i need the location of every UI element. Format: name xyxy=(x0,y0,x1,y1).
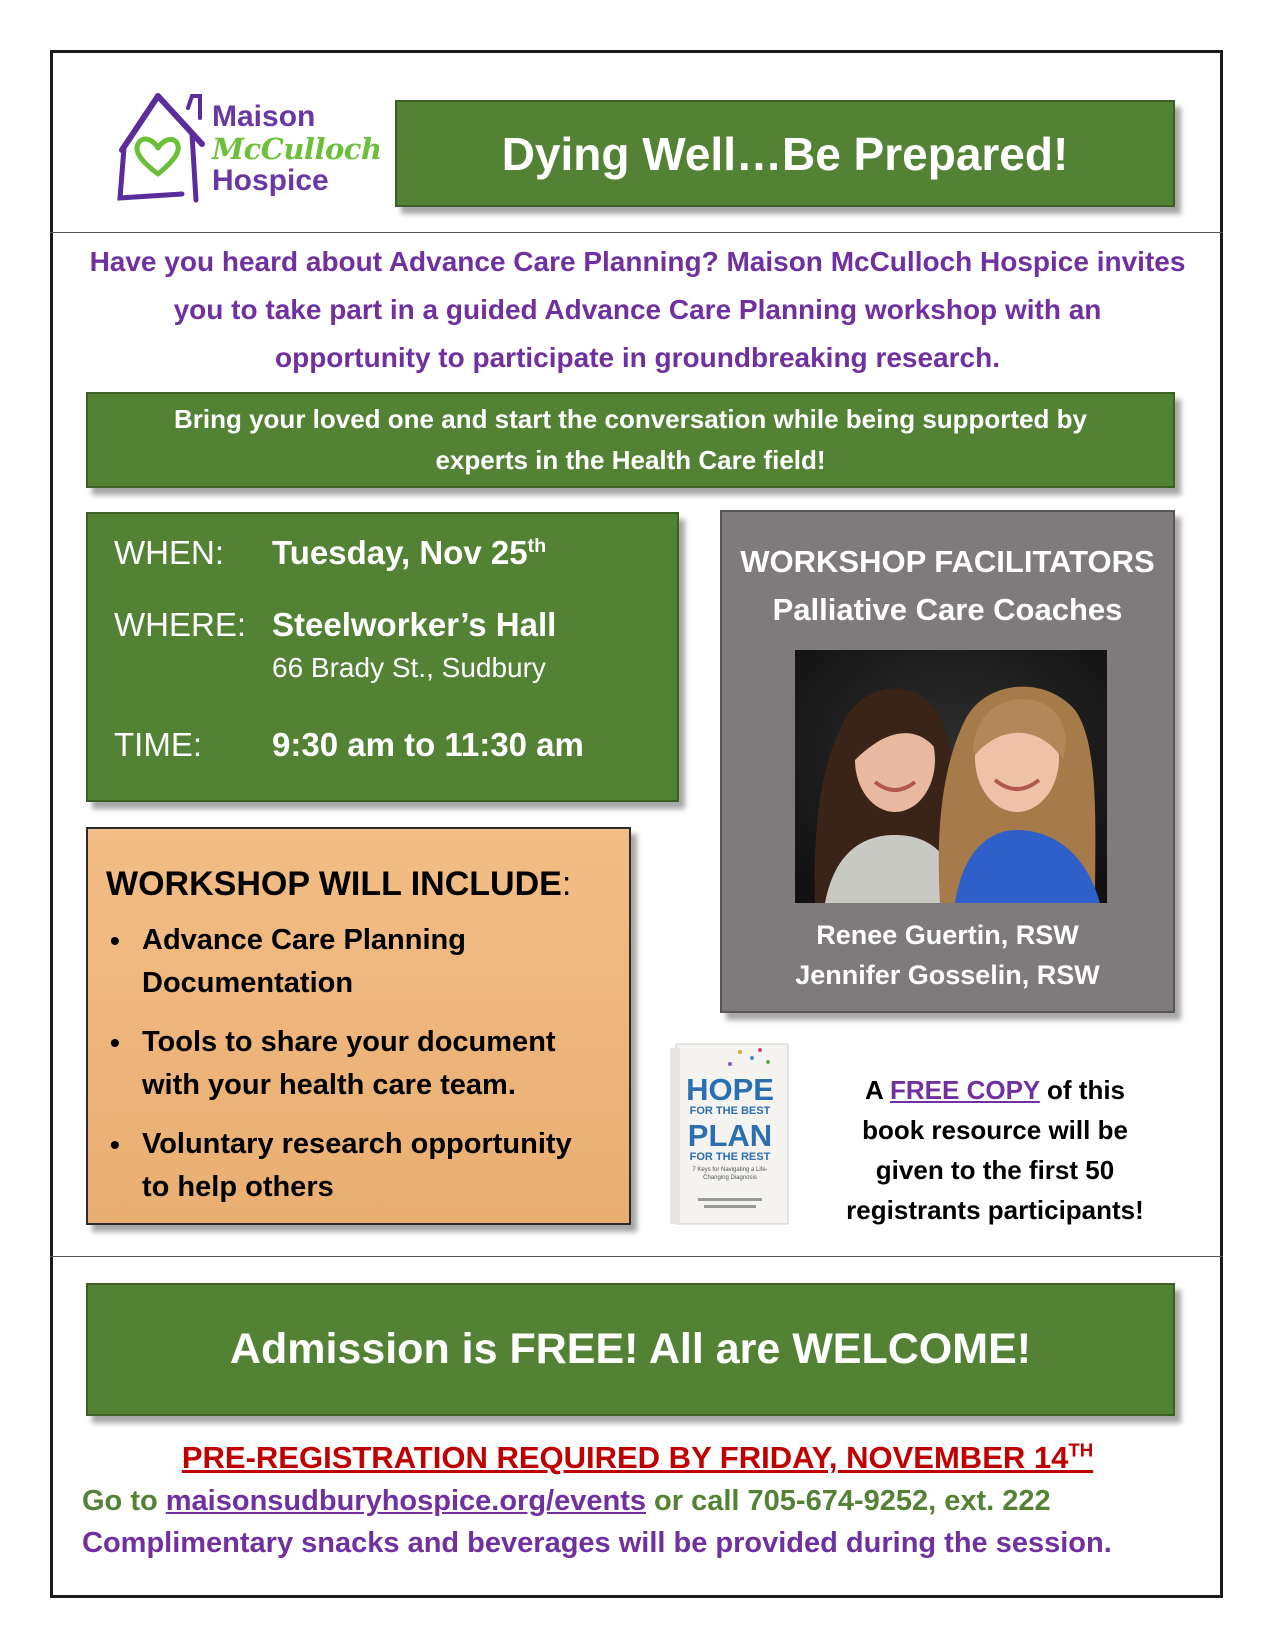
facilitators-subheading: Palliative Care Coaches xyxy=(772,592,1123,627)
time-value: 9:30 am to 11:30 am xyxy=(272,726,584,763)
book-cover-image xyxy=(668,1040,792,1228)
admission-banner xyxy=(86,1283,1175,1416)
house-heart-icon xyxy=(112,88,212,206)
when-date: Tuesday, Nov 25 xyxy=(272,534,528,571)
preregistration-notice xyxy=(55,1440,1220,1476)
facilitators-photo xyxy=(795,650,1107,903)
workshop-includes-box xyxy=(86,827,631,1225)
event-details-box xyxy=(86,512,679,802)
free-copy-note xyxy=(820,1070,1170,1230)
free-copy-rest: of this xyxy=(1039,1075,1126,1105)
facilitator-name-1: Renee Guertin, RSW xyxy=(816,920,1079,950)
divider-bottom xyxy=(50,1256,1223,1257)
events-link[interactable]: maisonsudburyhospice.org/events xyxy=(165,1485,646,1517)
contact-phone: or call 705-674-9252, ext. 222 xyxy=(646,1485,1051,1517)
includes-item-1-line-1: Advance Care Planning xyxy=(142,924,466,956)
when-label: WHEN: xyxy=(114,534,224,571)
intro-line-1: Have you heard about Advance Care Planning? Maison McCulloch Hospice invites xyxy=(89,246,1186,277)
bring-banner xyxy=(86,392,1175,488)
contact-line xyxy=(82,1485,1051,1518)
bring-line-1: Bring your loved one and start the conversation while being supported by xyxy=(173,404,1087,434)
where-label: WHERE: xyxy=(114,606,246,643)
includes-item-3-line-1: Voluntary research opportunity xyxy=(142,1128,572,1160)
facilitator-name-2: Jennifer Gosselin, RSW xyxy=(795,960,1100,990)
bring-line-2: experts in the Health Care field! xyxy=(435,445,826,475)
preregistration-suffix: TH xyxy=(1068,1439,1094,1461)
free-copy-line-3: given to the first 50 xyxy=(875,1155,1115,1185)
free-copy-highlight: FREE COPY xyxy=(890,1075,1040,1105)
facilitators-photo-image xyxy=(795,650,1107,903)
includes-item-2-line-2: with your health care team. xyxy=(142,1069,516,1101)
divider-top xyxy=(50,232,1223,233)
book-cover xyxy=(668,1040,792,1228)
snacks-note: Complimentary snacks and beverages will be provided during the session. xyxy=(82,1527,1112,1559)
where-address: 66 Brady St., Sudbury xyxy=(272,652,546,683)
includes-item-1-line-2: Documentation xyxy=(142,967,354,999)
when-date-suffix: th xyxy=(527,535,547,557)
intro-line-2: you to take part in a guided Advance Care Planning workshop with an xyxy=(173,294,1102,325)
book-word-best: FOR THE BEST xyxy=(689,1105,771,1117)
title-banner xyxy=(395,100,1175,207)
page-title: Dying Well…Be Prepared! xyxy=(501,127,1069,180)
includes-title-colon: : xyxy=(561,865,572,903)
free-copy-line-4: registrants participants! xyxy=(846,1195,1144,1225)
book-subtitle: 7 Keys for Navigating a Life-Changing Diagnosis xyxy=(692,1167,768,1181)
includes-item-2-line-1: Tools to share your document xyxy=(142,1026,556,1058)
logo-line-maison: Maison xyxy=(212,100,316,133)
logo-line-hospice: Hospice xyxy=(212,164,329,197)
facilitators-box xyxy=(720,510,1175,1013)
hospice-logo xyxy=(112,88,382,208)
facilitators-heading: WORKSHOP FACILITATORS xyxy=(740,544,1155,579)
includes-item-2 xyxy=(142,1021,612,1107)
logo-line-mcculloch: McCulloch xyxy=(212,132,382,166)
book-word-plan: PLAN xyxy=(687,1118,773,1153)
book-word-rest: FOR THE REST xyxy=(689,1151,771,1163)
intro-paragraph xyxy=(55,238,1220,382)
admission-text: Admission is FREE! All are WELCOME! xyxy=(229,1325,1032,1373)
when-value xyxy=(272,534,546,572)
where-value: Steelworker’s Hall xyxy=(272,606,557,643)
includes-item-3-line-2: to help others xyxy=(142,1171,334,1203)
book-word-hope: HOPE xyxy=(686,1072,774,1107)
includes-item-1 xyxy=(142,919,612,1005)
free-copy-prefix: A xyxy=(864,1075,891,1105)
contact-prefix: Go to xyxy=(82,1485,166,1517)
includes-title-text: WORKSHOP WILL INCLUDE xyxy=(106,865,562,903)
free-copy-line-2: book resource will be xyxy=(862,1115,1128,1145)
preregistration-text: PRE-REGISTRATION REQUIRED BY FRIDAY, NOVEMBER 14 xyxy=(181,1440,1069,1475)
includes-item-3 xyxy=(142,1123,612,1209)
time-label: TIME: xyxy=(114,726,202,763)
includes-title xyxy=(106,865,571,904)
intro-line-3: opportunity to participate in groundbreaking research. xyxy=(275,342,1000,373)
